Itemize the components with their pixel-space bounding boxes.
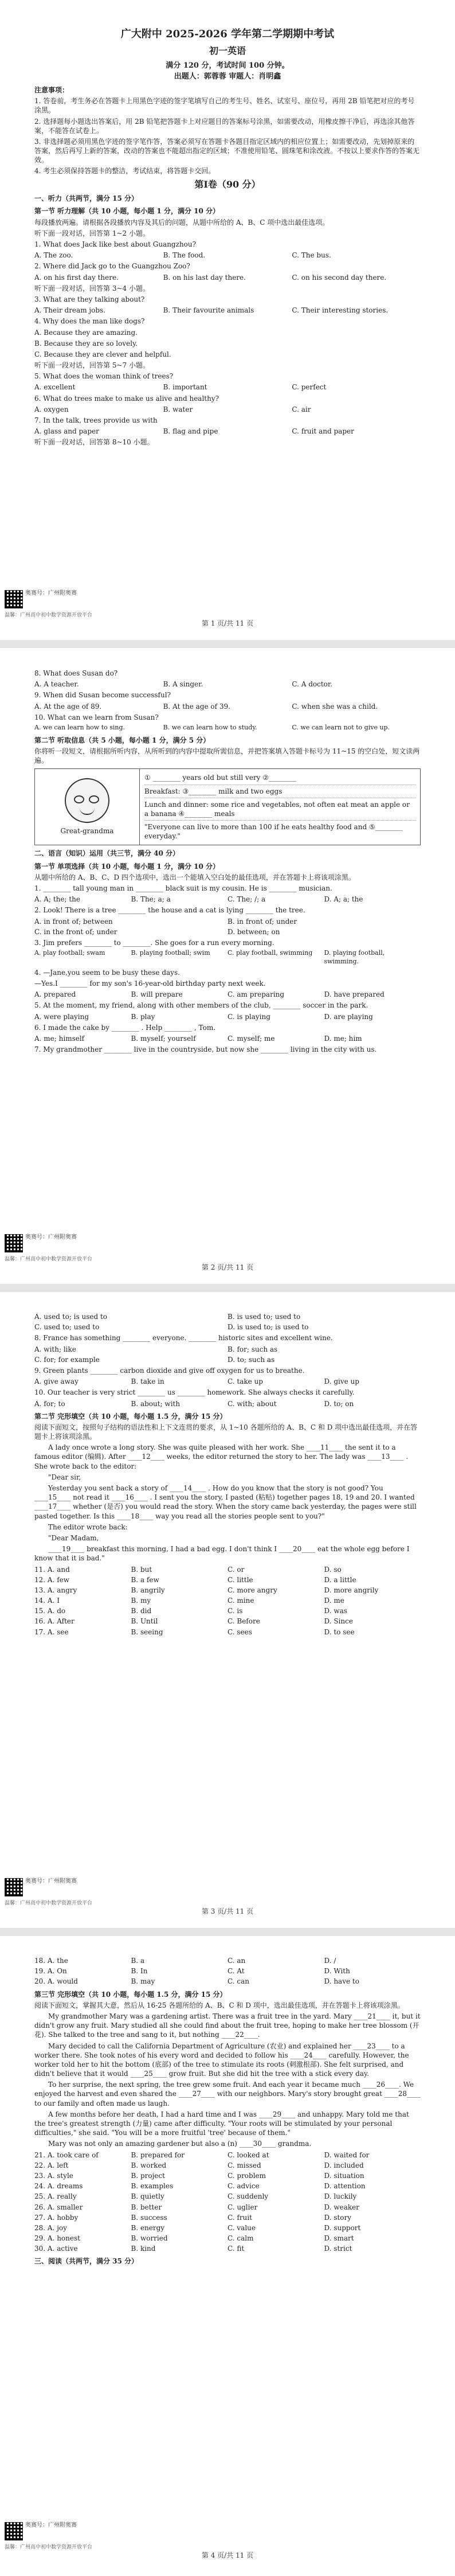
option: A. give away (34, 1377, 79, 1386)
option: D. to; such as (227, 1355, 275, 1364)
option: B. myself; yourself (131, 1034, 196, 1043)
options (34, 724, 421, 732)
question: 8. France has something ________ everyone. ________ historic sites and excellent wine. (34, 1334, 333, 1342)
options (34, 702, 421, 711)
cloze-options (34, 2161, 421, 2170)
listening-sec1-intro: 每段播放两遍。请根据各段播放内容及其后的问题，从题中所给的 A、B、C 项中选出最佳选项。 (34, 218, 330, 227)
page-4-content (34, 1955, 421, 2268)
option: D. story (324, 2213, 352, 2222)
option: C. mine (227, 1597, 254, 1605)
cloze-paragraph: A lady once wrote a long story. She was quite pleased with her work. She ____11____ the sent it to a famous editor (编辑). After ____12____ weeks, the editor returned the story to her. The lady was ____13____ . She wrote back to the editor: (34, 1443, 409, 1470)
qr-sub: 温馨：广州高中初中数学资源开放平台 (5, 1256, 93, 1262)
options (34, 917, 421, 926)
part-1-heading: 第Ⅰ卷（90 分） (194, 178, 261, 190)
option: B. my (131, 1597, 151, 1605)
option: B. A singer. (163, 680, 203, 689)
option: C. we can learn not to give up. (292, 723, 390, 731)
option: C. The bus. (292, 251, 331, 260)
page-2-content (34, 667, 421, 1056)
option: B. flag and pipe (163, 427, 218, 436)
option: D. give up (324, 1377, 359, 1386)
option: 23. A. style (34, 2171, 73, 2180)
option: 16. A. After (34, 1617, 74, 1626)
options (34, 1377, 421, 1386)
question: 2. Where did Jack go to the Guangzhou Zoo? (34, 262, 190, 271)
exam-page-3 (0, 1288, 455, 1932)
cloze-paragraph: "Dear sir, (48, 1473, 81, 1481)
option: C. The; /; a (227, 895, 266, 904)
options (34, 990, 421, 999)
option: D. luckily (324, 2192, 357, 2201)
option: C. am preparing (227, 990, 285, 999)
option: C. air (292, 405, 311, 413)
cloze-paragraph: "Dear Madam, (48, 1533, 99, 1542)
cloze-options (34, 2223, 421, 2232)
option: A. prepared (34, 990, 76, 999)
listen-note: 听下面一段对话，回答第 1~2 小题。 (34, 229, 150, 237)
page-footer: 第 4 页/共 11 页 (201, 2551, 254, 2559)
option: B. The food. (163, 251, 206, 260)
exam-title: 广大附中 2025-2026 学年第二学期期中考试 (120, 28, 335, 40)
option: B. energy (131, 2223, 165, 2232)
option: D. more angrily (324, 1586, 379, 1594)
option: D. is used to; is used to (227, 1323, 309, 1332)
options (34, 1399, 421, 1408)
option: B. did (131, 1607, 152, 1615)
option: 26. A. smaller (34, 2203, 83, 2211)
option: D. so (324, 1565, 342, 1574)
exam-page-2 (0, 644, 455, 1288)
option: 21. A. took care of (34, 2150, 99, 2159)
option: A. were playing (34, 1012, 89, 1021)
option: B. quietly (131, 2192, 164, 2201)
option: 30. A. active (34, 2245, 78, 2253)
option: C. Before (227, 1617, 260, 1626)
option: B. worked (131, 2161, 167, 2169)
option: D. a little (324, 1575, 356, 1584)
qr-code-icon (5, 1878, 23, 1896)
cloze-options (34, 2234, 421, 2243)
option: B. in front of; under (227, 917, 297, 926)
cloze-options (34, 1966, 421, 1976)
option: C. is (227, 1607, 243, 1615)
question: 7. My grandmother ________ live in the countryside, but now she ________ living in the city with us. (34, 1045, 377, 1054)
option: A. oxygen (34, 405, 69, 413)
option: B. about; with (131, 1399, 181, 1408)
option: D. attention (324, 2182, 366, 2191)
cloze-paragraph: The editor wrote back: (48, 1523, 128, 1531)
lang-sec3: 第三节 完形填空（共 10 小题，每小题 1.5 分，满分 15 分） (34, 1990, 227, 1999)
cloze-options (34, 2244, 421, 2253)
option: B. Their favourite animals (163, 306, 254, 315)
cloze-options (34, 2192, 421, 2201)
option: D. have prepared (324, 990, 385, 999)
option: C. uglier (227, 2203, 258, 2211)
cloze-options (34, 1565, 421, 1574)
option: B. Until (131, 1617, 158, 1626)
cloze-paragraph: ____19____ breakfast this morning, I had a bad egg. I don't think I ____20____ eat the whole egg before I know that it is bad." (34, 1545, 410, 1563)
question: 6. What do trees make to make us alive and healthy? (34, 394, 219, 403)
option: B. Because they are so lovely. (34, 339, 138, 348)
option: C. for; for example (34, 1355, 100, 1364)
question: 1. ________ tall young man in ________ black suit is my cousin. He is ________ musician. (34, 884, 332, 893)
reading-heading: 三、阅读（共两节，满分 35 分） (34, 2257, 139, 2266)
options (34, 405, 421, 414)
cloze-paragraph: A few months before her death, I had a hard time and I was ____29____ and unhappy. Mary told me that the tree's greatest strength (力量) came after difficulty. "Your roots will be stimulated by your personal difficulties," she said. "You will be a more fruitful 'tree' because of them." (34, 2110, 409, 2137)
question: 8. What does Susan do? (34, 669, 118, 677)
question: 5. What does the woman think of trees? (34, 372, 174, 381)
option: 22. A. left (34, 2161, 69, 2169)
cloze-options (34, 2181, 421, 2191)
option: B. angrily (131, 1586, 165, 1594)
option: B. better (131, 2203, 162, 2211)
listen-note: 听下面一段对话，回答第 3~4 小题。 (34, 284, 150, 292)
options (34, 273, 421, 282)
option: A. for; to (34, 1399, 65, 1408)
cloze-options (34, 1575, 421, 1584)
option: C. fit (227, 2245, 245, 2253)
cloze-paragraph: To her surprise, the next spring, the tree grew some fruit. And each year it became much ____26____. We enjoyed the harvest and even shared the ____27____ with our neighbors. Mary's story brought great ____28____ to our family and often made us laugh. (34, 2081, 421, 2107)
option: C. missed (227, 2161, 261, 2169)
option: D. to see (324, 1627, 355, 1636)
option: 29. A. honest (34, 2234, 80, 2243)
question: 3. What are they talking about? (34, 295, 145, 303)
question: 1. What does Jack like best about Guangzhou? (34, 240, 197, 249)
option: B. project (131, 2171, 165, 2180)
qr-sub: 温馨：广州高中初中数学资源开放平台 (5, 1900, 93, 1906)
option: D. are playing (324, 1012, 373, 1021)
option: D. me (324, 1597, 344, 1605)
options (34, 427, 421, 436)
cloze-paragraph: Mary was not only an amazing gardener but also a (n) ____30____ grandma. (48, 2140, 312, 2148)
option: C. used to; used to (34, 1323, 100, 1332)
cloze-options (34, 2203, 421, 2212)
option: C. calm (227, 2234, 254, 2243)
lang-heading: 二、语言（知识）运用（共三节，满分 40 分） (34, 849, 180, 858)
option: A. The zoo. (34, 251, 73, 260)
question: 4. —Jane,you seem to be busy these days. (34, 968, 180, 977)
listening-heading: 一、听力（共两节，满分 15 分） (34, 194, 139, 203)
option: B. water (163, 405, 193, 413)
info-card (34, 768, 421, 845)
exam-page-1 (0, 0, 455, 644)
option: A. Their dream jobs. (34, 306, 105, 315)
note-item: 3. 非选择题必须用黑色字迹的签字笔作答，答案必须写在答题卡各题目指定区域内的相应位置上；如需要改动，先划掉原来的答案，然后再写上新的答案，改动的答案也不能超出指定的区域；不准使用铅笔、圆珠笔和涂改液。不按以上要求作答的答案无效。 (34, 137, 420, 165)
listening-sec2-intro: 你将听一段短文，请根据所听内容，从所听到的内容中提取所需信息，并把答案填入答题卡标号为 11~15 的空白处，短文读两遍。 (34, 747, 420, 765)
option: C. more angry (227, 1586, 277, 1594)
option: B. may (131, 1977, 155, 1986)
page-3-content (34, 1311, 421, 1638)
option: B. worried (131, 2234, 168, 2243)
qr-code-icon (5, 1234, 23, 1252)
option: B. a few (131, 1575, 159, 1584)
question-line: —Yes.I ________ for my son's 16-year-old birthday party next week. (34, 979, 266, 988)
grandma-avatar-icon (65, 778, 109, 823)
options (34, 1312, 421, 1321)
options (34, 1345, 421, 1354)
cloze-paragraph: My grandmother Mary was a gardening artist. There was a fruit tree in the yard. Mary ____21____ it, but it didn't grow any fruit. Mary studied all she could find about the fruit tree, hoping to make her tree blossom (开花). She talked to the tree and sang to it, but nothing ____22____. (34, 2012, 421, 2039)
note-item: 1. 答卷前，考生务必在答题卡上用黑色字迹的签字笔填写自己的考生号、姓名、试室号、座位号，再用 2B 铅笔把对应的考号涂黑。 (34, 97, 415, 115)
option: D. smart (324, 2234, 354, 2243)
option: D. playing football, swimming. (324, 949, 385, 965)
card-line: Breakfast: ③________ milk and two eggs (144, 785, 415, 798)
options (34, 306, 421, 315)
option: B. success (131, 2213, 167, 2222)
cloze-options (34, 1977, 421, 1986)
listen-note: 听下面一段对话，回答第 8~10 小题。 (34, 438, 154, 447)
option: 18. A. the (34, 1957, 68, 1965)
lang-sec2: 第二节 完形填空（共 10 小题，每小题 1.5 分，满分 15 分） (34, 1412, 227, 1420)
option: B. playing football; swim (131, 949, 210, 957)
option: 14. A. I (34, 1597, 60, 1605)
option: D. Since (324, 1617, 353, 1626)
option: B. important (163, 383, 207, 392)
cloze-options (34, 2150, 421, 2160)
qr-sub: 温馨：广州高中初中数学资源开放平台 (5, 612, 93, 618)
option: 20. A. would (34, 1977, 78, 1986)
option: A. Because they are amazing. (34, 328, 138, 337)
option: D. A; a; the (324, 895, 363, 904)
option: C. Their interesting stories. (292, 306, 389, 315)
question: 4. Why does the man like dogs? (34, 317, 145, 326)
option: B. take in (131, 1377, 164, 1386)
qr-sub: 温馨：广州高中初中数学资源开放平台 (5, 2544, 93, 2550)
options (34, 1012, 421, 1021)
notes-heading: 注意事项： (34, 85, 69, 94)
option: B. play (131, 1012, 155, 1021)
option: D. to; on (324, 1399, 354, 1408)
question: 7. In the talk, trees provide us with (34, 416, 158, 425)
card-name: Great-grandma (60, 827, 114, 836)
qr-code-icon (5, 2522, 23, 2540)
question: 10. What can we learn from Susan? (34, 713, 159, 721)
page-1-content (34, 23, 421, 449)
options (34, 895, 421, 904)
listening-sec2: 第二节 听取信息（共 5 小题，每小题 1 分，满分 5 分） (34, 736, 210, 744)
option: C. on his second day there. (292, 273, 387, 282)
cloze-options (34, 2213, 421, 2222)
cloze-options (34, 2171, 421, 2180)
options (34, 949, 421, 966)
option: D. was (324, 1607, 347, 1615)
option: B. prepared for (131, 2150, 185, 2159)
option: A. on his first day there. (34, 273, 119, 282)
option: B. The; a; a (131, 895, 171, 904)
option: D. between; on (227, 927, 280, 936)
qr-code-icon (5, 590, 23, 608)
option: C. Because they are clever and helpful. (34, 350, 171, 358)
card-line: Lunch and dinner: some rice and vegetables, not often eat meat an apple or a banana ④________ meals (144, 798, 415, 821)
option: 17. A. see (34, 1627, 69, 1636)
option: 24. A. dreams (34, 2182, 83, 2191)
note-item: 2. 选择题每小题选出答案后，用 2B 铅笔把答题卡上对应题目的答案标号涂黑，如需要改动，用橡皮擦干净后，再选涂其他答案，不能答在试卷上。 (34, 117, 415, 135)
cloze-options (34, 1956, 421, 1965)
option: B. will prepare (131, 990, 183, 999)
option: B. In (131, 1967, 148, 1976)
option: A. with; like (34, 1345, 76, 1353)
question: 10. Our teacher is very strict ________ us ________ homework. She always checks it carefully. (34, 1388, 355, 1397)
options (34, 1355, 421, 1364)
option: C. fruit (227, 2213, 252, 2222)
page-footer: 第 3 页/共 11 页 (201, 1907, 254, 1915)
option: C. play football, swimming (227, 949, 313, 957)
option: A. excellent (34, 383, 76, 392)
option: C. A doctor. (292, 680, 333, 689)
options (34, 251, 421, 260)
option: C. advice (227, 2182, 260, 2191)
option: B. on his last day there. (163, 273, 246, 282)
card-line: "Everyone can live to more than 100 if he eats healthy food and ⑤________ everyday." (144, 823, 403, 841)
option: C. or (227, 1565, 245, 1574)
option: A. glass and paper (34, 427, 99, 436)
question: 6. I made the cake by ________ . Help ________ , Tom. (34, 1023, 216, 1032)
option: C. little (227, 1575, 253, 1584)
option: C. looked at (227, 2150, 269, 2159)
question: 9. When did Susan become successful? (34, 691, 171, 700)
options (34, 927, 421, 936)
lang-sec1-intro: 从题中所给的 A、B、C、D 四个选项中，选出一个能填入空白处的最佳选项，并在答题卡上将该项涂黑。 (34, 873, 355, 881)
qr-label: 奥赛号：广州附奥赛 (25, 590, 77, 596)
option: C. sees (227, 1627, 252, 1636)
option: B. but (131, 1565, 152, 1574)
question: 9. Green plants ________ carbon dioxide and give off oxygen for us to breathe. (34, 1366, 305, 1375)
lang-sec1: 第一节 单项选择（共 10 小题，每小题 1 分，满分 10 分） (34, 862, 219, 871)
cloze-options (34, 1627, 421, 1637)
option: 25. A. really (34, 2192, 77, 2201)
option: B. kind (131, 2245, 156, 2253)
listen-note: 听下面一段对话，回答第 5~7 小题。 (34, 361, 150, 370)
option: B. seeing (131, 1627, 163, 1636)
score-time: 满分 120 分，考试时间 100 分钟。 (166, 61, 289, 70)
option: A. in front of; between (34, 917, 113, 926)
lang-sec3-intro: 阅读下面短文，掌握其大意，然后从 16-25 各题所给的 A、B、C 和 D 项中，选出最佳选项，并在答题卡上将该项涂黑。 (34, 2001, 405, 2009)
cloze-options (34, 1596, 421, 1605)
cloze-options (34, 1606, 421, 1615)
options (34, 383, 421, 392)
option: A. At the age of 89. (34, 702, 102, 711)
authors: 出题人：郭蓉蓉 审题人：肖明鑫 (174, 72, 281, 81)
option: C. can (227, 1977, 249, 1986)
option: D. situation (324, 2171, 364, 2180)
question: 3. Jim prefers ________ to ________. She goes for a run every morning. (34, 938, 274, 947)
exam-subtitle: 初一英语 (209, 45, 246, 57)
option: C. when she was a child. (292, 702, 378, 711)
option: B. examples (131, 2182, 174, 2191)
card-line: ① ________ years old but still very ②________ (144, 771, 415, 784)
option: A. we can learn how to sing. (34, 723, 125, 731)
option: A. A teacher. (34, 680, 79, 689)
qr-label: 奥赛号：广州附奥赛 (25, 2522, 77, 2528)
option: B. a (131, 1957, 145, 1965)
option: C. At (227, 1967, 245, 1976)
option: B. for; such as (227, 1345, 278, 1353)
cloze-options (34, 1586, 421, 1595)
question: 5. At the moment, my friend, along with other members of the club, ________ soccer in the park. (34, 1001, 368, 1010)
option: A. A; the; the (34, 895, 80, 904)
option: C. fruit and paper (292, 427, 354, 436)
option: C. suddenly (227, 2192, 269, 2201)
option: C. perfect (292, 383, 327, 392)
option: 27. A. hobby (34, 2213, 79, 2222)
options (34, 1322, 421, 1332)
option: D. / (324, 1957, 336, 1965)
page-footer: 第 1 页/共 11 页 (201, 619, 254, 627)
qr-label: 奥赛号：广州附奥赛 (25, 1234, 77, 1240)
qr-label: 奥赛号：广州附奥赛 (25, 1878, 77, 1884)
option: A. play football; swam (34, 949, 105, 957)
option: A. me; himself (34, 1034, 85, 1043)
option: C. value (227, 2223, 256, 2232)
option: 19. A. On (34, 1967, 67, 1976)
option: D. have to (324, 1977, 359, 1986)
option: C. take up (227, 1377, 263, 1386)
option: D. me; him (324, 1034, 362, 1043)
options (34, 680, 421, 689)
card-lines (140, 769, 420, 845)
option: C. an (227, 1957, 246, 1965)
lang-sec2-intro: 阅读下面短文，按照句子结构的语法性和上下文连贯的要求，从 1~10 各题所给的 A、B、C 和 D 项中选出最佳选项，并在答题卡上将该项涂黑。 (34, 1423, 418, 1441)
option: C. is playing (227, 1012, 270, 1021)
option: 11. A. and (34, 1565, 70, 1574)
option: D. strict (324, 2245, 352, 2253)
option: D. included (324, 2161, 364, 2169)
option: C. myself; me (227, 1034, 275, 1043)
options (34, 1034, 421, 1043)
cloze-paragraph: Mary decided to call the California Department of Agriculture (农业) and explained her ____23____ to a worker there. She took notes of his every word and decided to follow his ____24____ carefully. However, the worker told her to hit the bottom (底部) of the tree to stimulate its roots (刺激根部). She felt surprised, and didn't believe that it would ____25____ grow fruit. But she did hit the tree with a stick every day. (34, 2042, 409, 2078)
option: D. With (324, 1967, 350, 1976)
option: D. support (324, 2223, 361, 2232)
option: C. problem (227, 2171, 266, 2180)
option: C. in the front of; under (34, 927, 117, 936)
option: B. is used to; used to (227, 1313, 301, 1321)
listening-sec1: 第一节 听力理解（共 10 小题，每小题 1 分，满分 10 分） (34, 207, 219, 216)
option: B. At the age of 39. (163, 702, 230, 711)
option: D. weaker (324, 2203, 359, 2211)
cloze-options (34, 1617, 421, 1626)
option: 15. A. do (34, 1607, 66, 1615)
option: B. we can learn how to study. (163, 723, 257, 731)
exam-page-4 (0, 1932, 455, 2576)
option: A. used to; is used to (34, 1313, 108, 1321)
option: 12. A. few (34, 1575, 70, 1584)
note-item: 4. 考生必须保持答题卡的整洁，考试结束，将答题卡交回。 (34, 167, 215, 175)
option: 28. A. joy (34, 2223, 67, 2232)
question: 2. Look! There is a tree ________ the house and a cat is lying ________ the tree. (34, 906, 305, 915)
option: D. waited for (324, 2150, 370, 2159)
card-portrait (35, 769, 140, 845)
option: C. with; about (227, 1399, 277, 1408)
option: 13. A. angry (34, 1586, 77, 1594)
page-footer: 第 2 页/共 11 页 (201, 1263, 254, 1271)
cloze-paragraph: Yesterday you sent back a story of ____14____ . How do you know that the story is not good? You ____15____ not read it ____16____ . I sent you the story, I pasted (粘贴) together pages 18, 19 and 20. I wanted ____17____ whether (是否) you would read the story. When the story came back yesterday, the pages were still pasted together. Is this ____18____ way you read all the stories people sent to you?" (34, 1484, 417, 1520)
